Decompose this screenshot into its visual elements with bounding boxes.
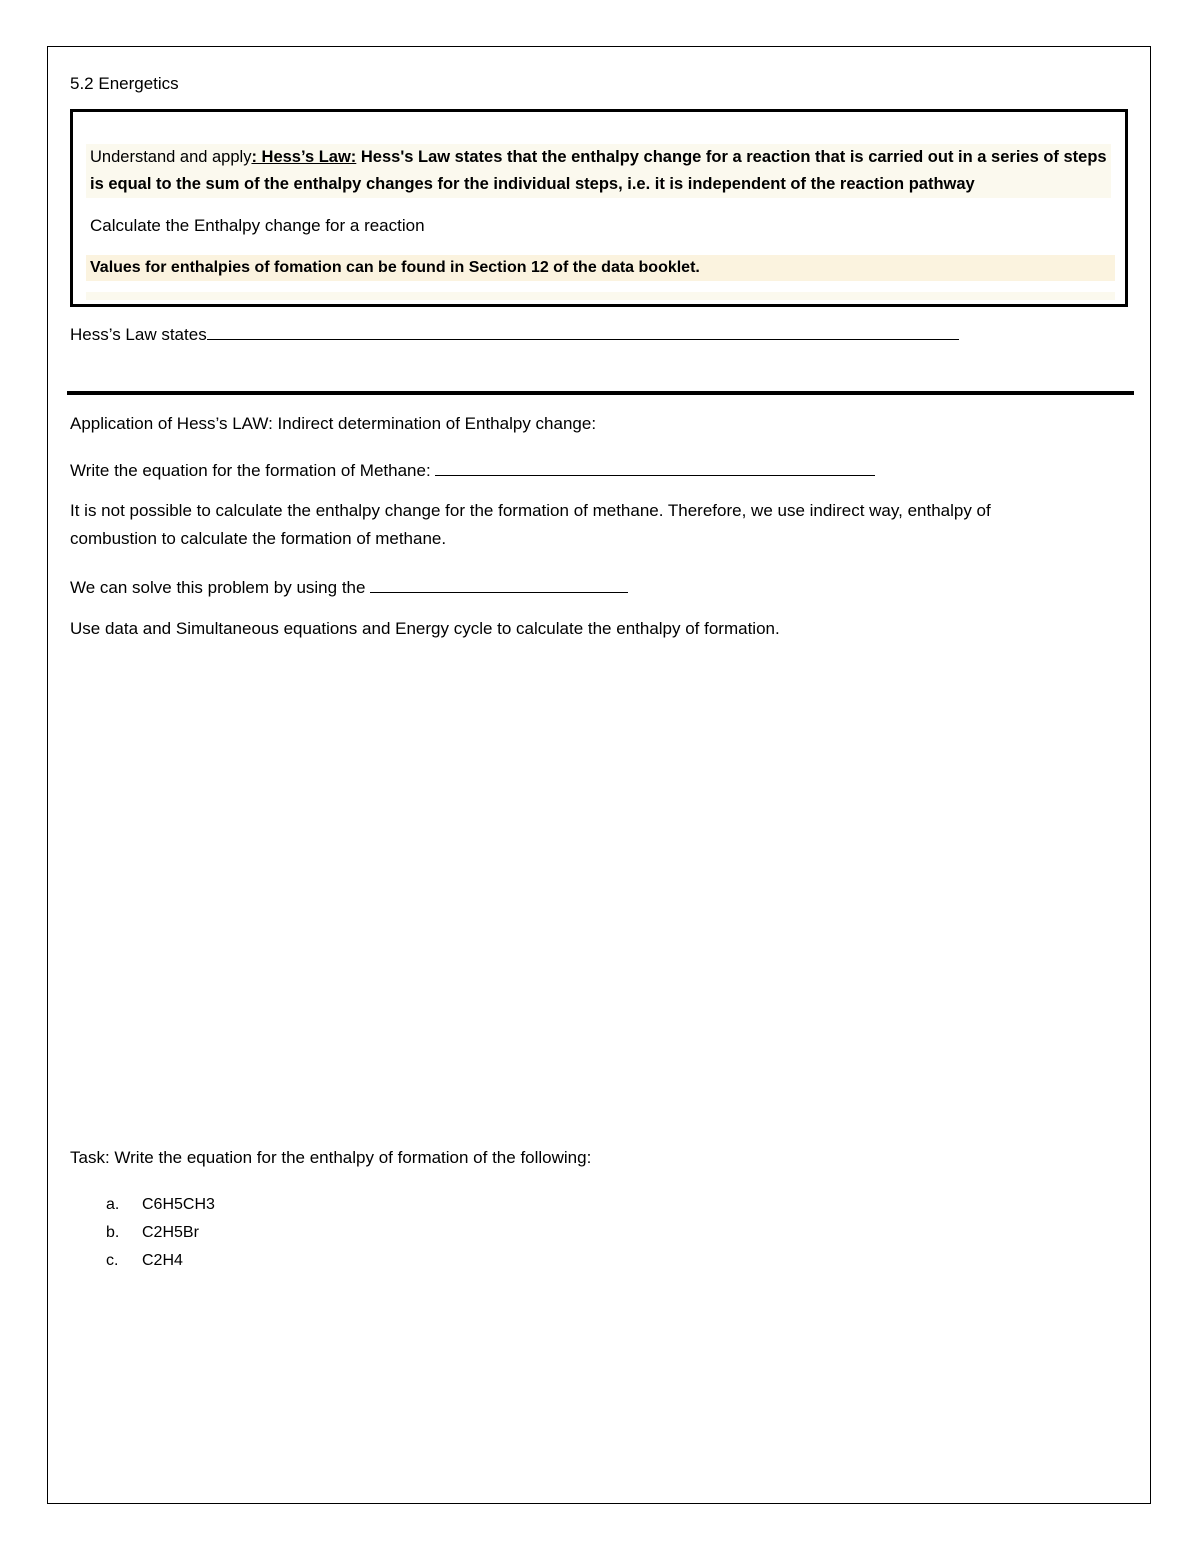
hess-law-answer-blank[interactable] xyxy=(207,322,959,340)
hess-law-prompt xyxy=(70,322,959,345)
solve-prompt-text: We can solve this problem by using the xyxy=(70,578,366,597)
task-prompt: Task: Write the equation for the enthalpy of formation of the following: xyxy=(70,1148,592,1167)
list-letter: c. xyxy=(106,1252,119,1269)
list-item xyxy=(106,1191,215,1219)
task-list xyxy=(106,1191,215,1275)
objective-definition: Hess's Law states that the enthalpy change for a reaction that is carried out in a series of steps is equal to the sum of the enthalpy changes for the individual steps, i.e. it is independent of the reaction pathway xyxy=(90,148,1107,193)
methane-prompt-text: Write the equation for the formation of Methane: xyxy=(70,461,431,480)
list-letter: b. xyxy=(106,1224,120,1241)
calc-objective: Calculate the Enthalpy change for a reaction xyxy=(90,216,425,235)
methane-prompt xyxy=(70,458,875,481)
clipped-line xyxy=(86,292,1115,300)
indirect-method-text: It is not possible to calculate the enthalpy change for the formation of methane. Therefore, we use indirect way, enthalpy of combustion to calculate the formation of methane. xyxy=(70,501,991,548)
objective-intro: Understand and apply xyxy=(90,148,252,166)
methane-answer-blank[interactable] xyxy=(435,458,875,476)
objective-term: : Hess’s Law: xyxy=(251,148,357,166)
list-formula: C2H5Br xyxy=(142,1224,199,1241)
solve-prompt xyxy=(70,575,628,598)
data-booklet-note: Values for enthalpies of fomation can be found in Section 12 of the data booklet. xyxy=(86,255,1115,281)
hess-law-objective xyxy=(86,144,1111,198)
list-formula: C2H4 xyxy=(142,1252,183,1269)
list-item xyxy=(106,1247,215,1275)
page-heading: 5.2 Energetics xyxy=(70,74,179,93)
list-letter: a. xyxy=(106,1196,120,1213)
list-formula: C6H5CH3 xyxy=(142,1196,215,1213)
learning-objectives-box xyxy=(70,109,1128,307)
use-data-text: Use data and Simultaneous equations and Energy cycle to calculate the enthalpy of formation. xyxy=(70,619,780,638)
section-divider xyxy=(67,391,1134,395)
hess-law-prompt-text: Hess’s Law states xyxy=(70,325,207,344)
solve-answer-blank[interactable] xyxy=(370,575,628,593)
list-item xyxy=(106,1219,215,1247)
application-heading: Application of Hess’s LAW: Indirect determination of Enthalpy change: xyxy=(70,414,597,433)
